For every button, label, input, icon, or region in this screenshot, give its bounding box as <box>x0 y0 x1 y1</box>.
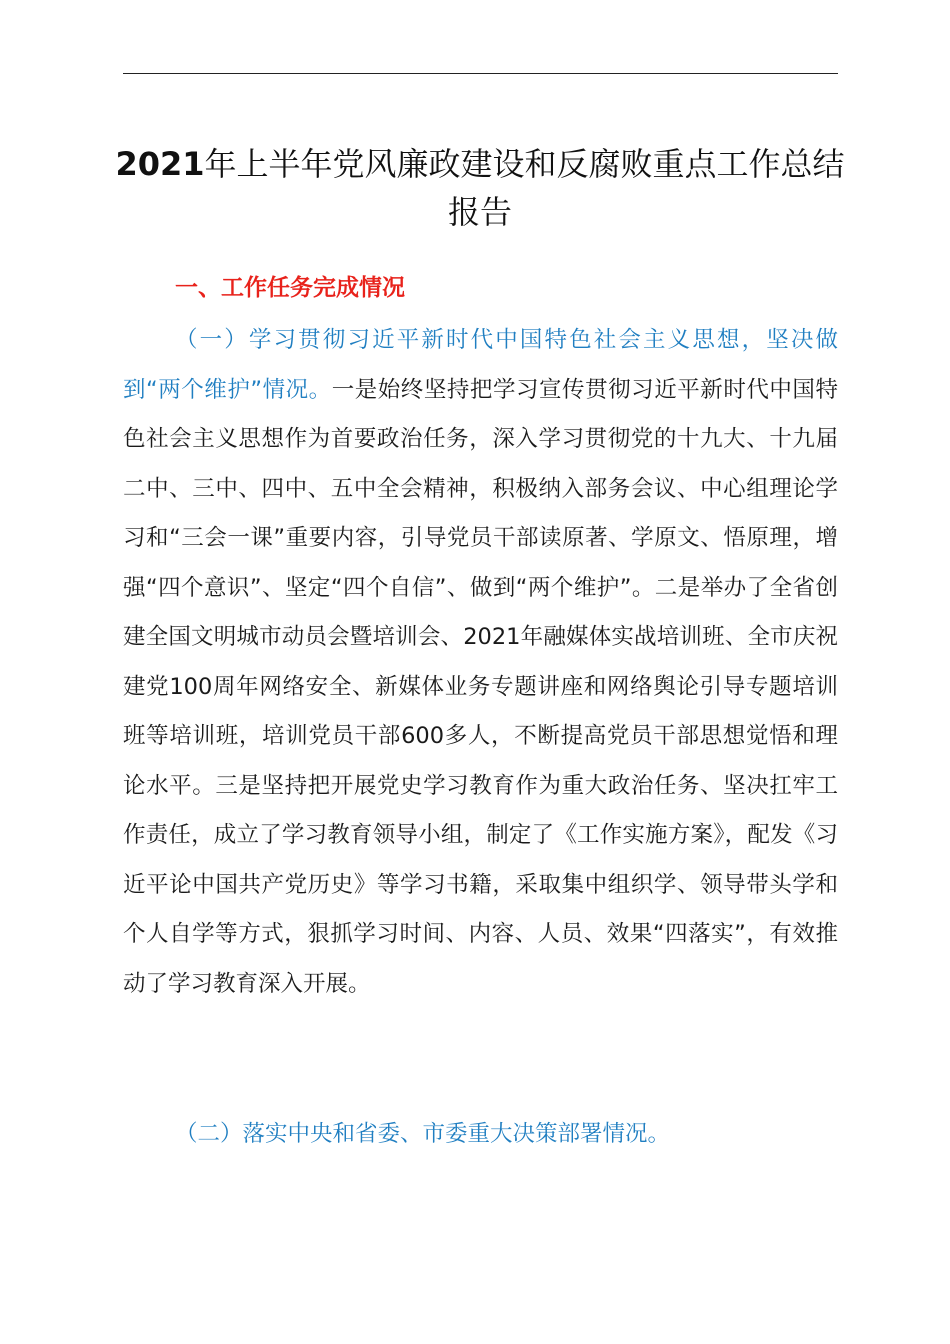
sub-heading-2: （二）落实中央和省委、市委重大决策部署情况。 <box>175 1121 671 1147</box>
paragraph-1 <box>123 316 838 1009</box>
title-text: 年上半年党风廉政建设和反腐败重点工作总结报告 <box>204 145 845 231</box>
page-title <box>110 140 850 236</box>
title-year: 2021 <box>115 145 205 183</box>
header-rule <box>123 73 838 74</box>
paragraph-1-body: 一是始终坚持把学习宣传贯彻习近平新时代中国特色社会主义思想作为首要政治任务，深入学习贯彻党的十九大、十九届二中、三中、四中、五中全会精神，积极纳入部务会议、中心组理论学习和“三会一课”重要内容，引导党员干部读原著、学原文、悟原理，增强“四个意识”、坚定“四个自信”、做到“两个维护”。二是举办了全省创建全国文明城市动员会暨培训会、2021年融媒体实战培训班、全市庆祝建党100周年网络安全、新媒体业务专题讲座和网络舆论引导专题培训班等培训班，培训党员干部600多人，不断提高党员干部思想觉悟和理论水平。三是坚持把开展党史学习教育作为重大政治任务、坚决扛牢工作责任，成立了学习教育领导小组，制定了《工作实施方案》，配发《习近平论中国共产党历史》等学习书籍，采取集中组织学、领导带头学和个人自学等方式，狠抓学习时间、内容、人员、效果“四落实”，有效推动了学习教育深入开展。 <box>123 376 838 997</box>
section-heading-1: 一、工作任务完成情况 <box>175 275 405 301</box>
sub-heading-1: （一）学习贯彻习近平新时代中国特色社会主义思想，坚决做到“两个维护”情况。 <box>123 327 838 403</box>
